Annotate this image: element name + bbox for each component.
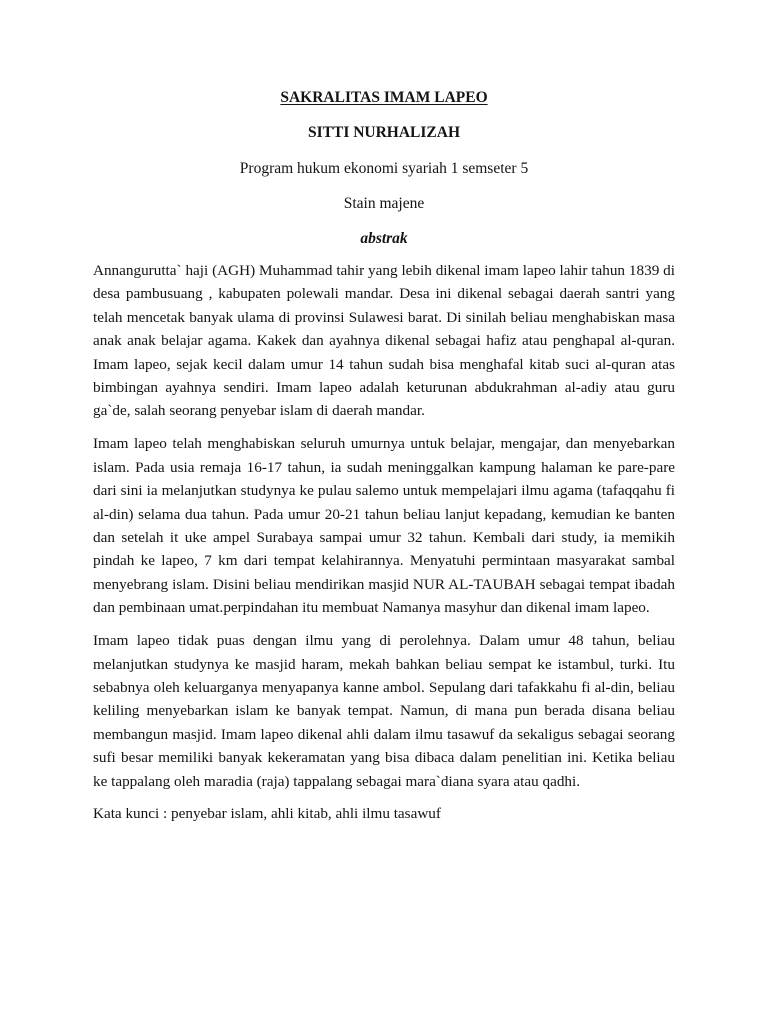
institution-name: Stain majene <box>343 195 425 212</box>
keywords-line: Kata kunci : penyebar islam, ahli kitab, ahli ilmu tasawuf <box>93 805 441 823</box>
author-name: SITTI NURHALIZAH <box>307 124 461 141</box>
abstract-paragraph-3: Imam lapeo tidak puas dengan ilmu yang di perolehnya. Dalam umur 48 tahun, beliau melanjutkan studynya ke masjid haram, mekah bahkan beliau sempat ke istambul, turki. Itu sebabnya oleh keluarganya menyapanya kanne ambol. Sepulang dari tafakkahu fi al-din, beliau keliling menyebarkan islam ke banyak tempat. Namun, di mana pun berada disana beliau membangun masjid. Imam lapeo dikenal ahli dalam ilmu tasawuf da sekaligus sebagai seorang sufi besar memiliki banyak kekeramatan yang bisa dibaca dalam penelitian ini. Ketika beliau ke tappalang oleh maradia (raja) tappalang sebagai mara`diana syara atau qadhi. <box>93 632 675 790</box>
abstract-heading: abstrak <box>360 230 408 247</box>
abstract-body <box>93 259 675 826</box>
program-info: Program hukum ekonomi syariah 1 semseter 5 <box>239 160 529 177</box>
abstract-paragraph-1: Annangurutta` haji (AGH) Muhammad tahir yang lebih dikenal imam lapeo lahir tahun 1839 di desa pambusuang , kabupaten polewali mandar. Desa ini dikenal sebagai daerah santri yang telah mencetak banyak ulama di provinsi Sulawesi barat. Di sinilah beliau menghabiskan masa anak anak belajar agama. Kakek dan ayahnya dikenal sebagai hafiz atau penghapal al-quran. Imam lapeo, sejak kecil dalam umur 14 tahun sudah bisa menghafal kitab suci al-quran atas bimbingan ayahnya sendiri. Imam lapeo adalah keturunan abdukrahman al-adiy atau guru ga`de, salah seorang penyebar islam di daerah mandar. <box>93 262 675 420</box>
document-title: SAKRALITAS IMAM LAPEO <box>280 89 488 106</box>
abstract-paragraph-2: Imam lapeo telah menghabiskan seluruh umurnya untuk belajar, mengajar, dan menyebarkan islam. Pada usia remaja 16-17 tahun, ia sudah meninggalkan kampung halaman ke pare-pare dari sini ia melanjutkan studynya ke pulau salemo untuk mempelajari ilmu agama (tafaqqahu fi al-din) selama dua tahun. Pada umur 20-21 tahun beliau lanjut kepadang, kemudian ke banten dan setelah it uke ampel Surabaya sampai umur 32 tahun. Kembali dari study, ia memikih pindah ke lapeo, 7 km dari tempat kelahirannya. Menyatuhi permintaan masyarakat sambal menyebrang islam. Disini beliau mendirikan masjid NUR AL-TAUBAH sebagai tempat ibadah dan pembinaan umat.perpindahan itu membuat Namanya masyhur dan dikenal imam lapeo. <box>93 435 675 617</box>
